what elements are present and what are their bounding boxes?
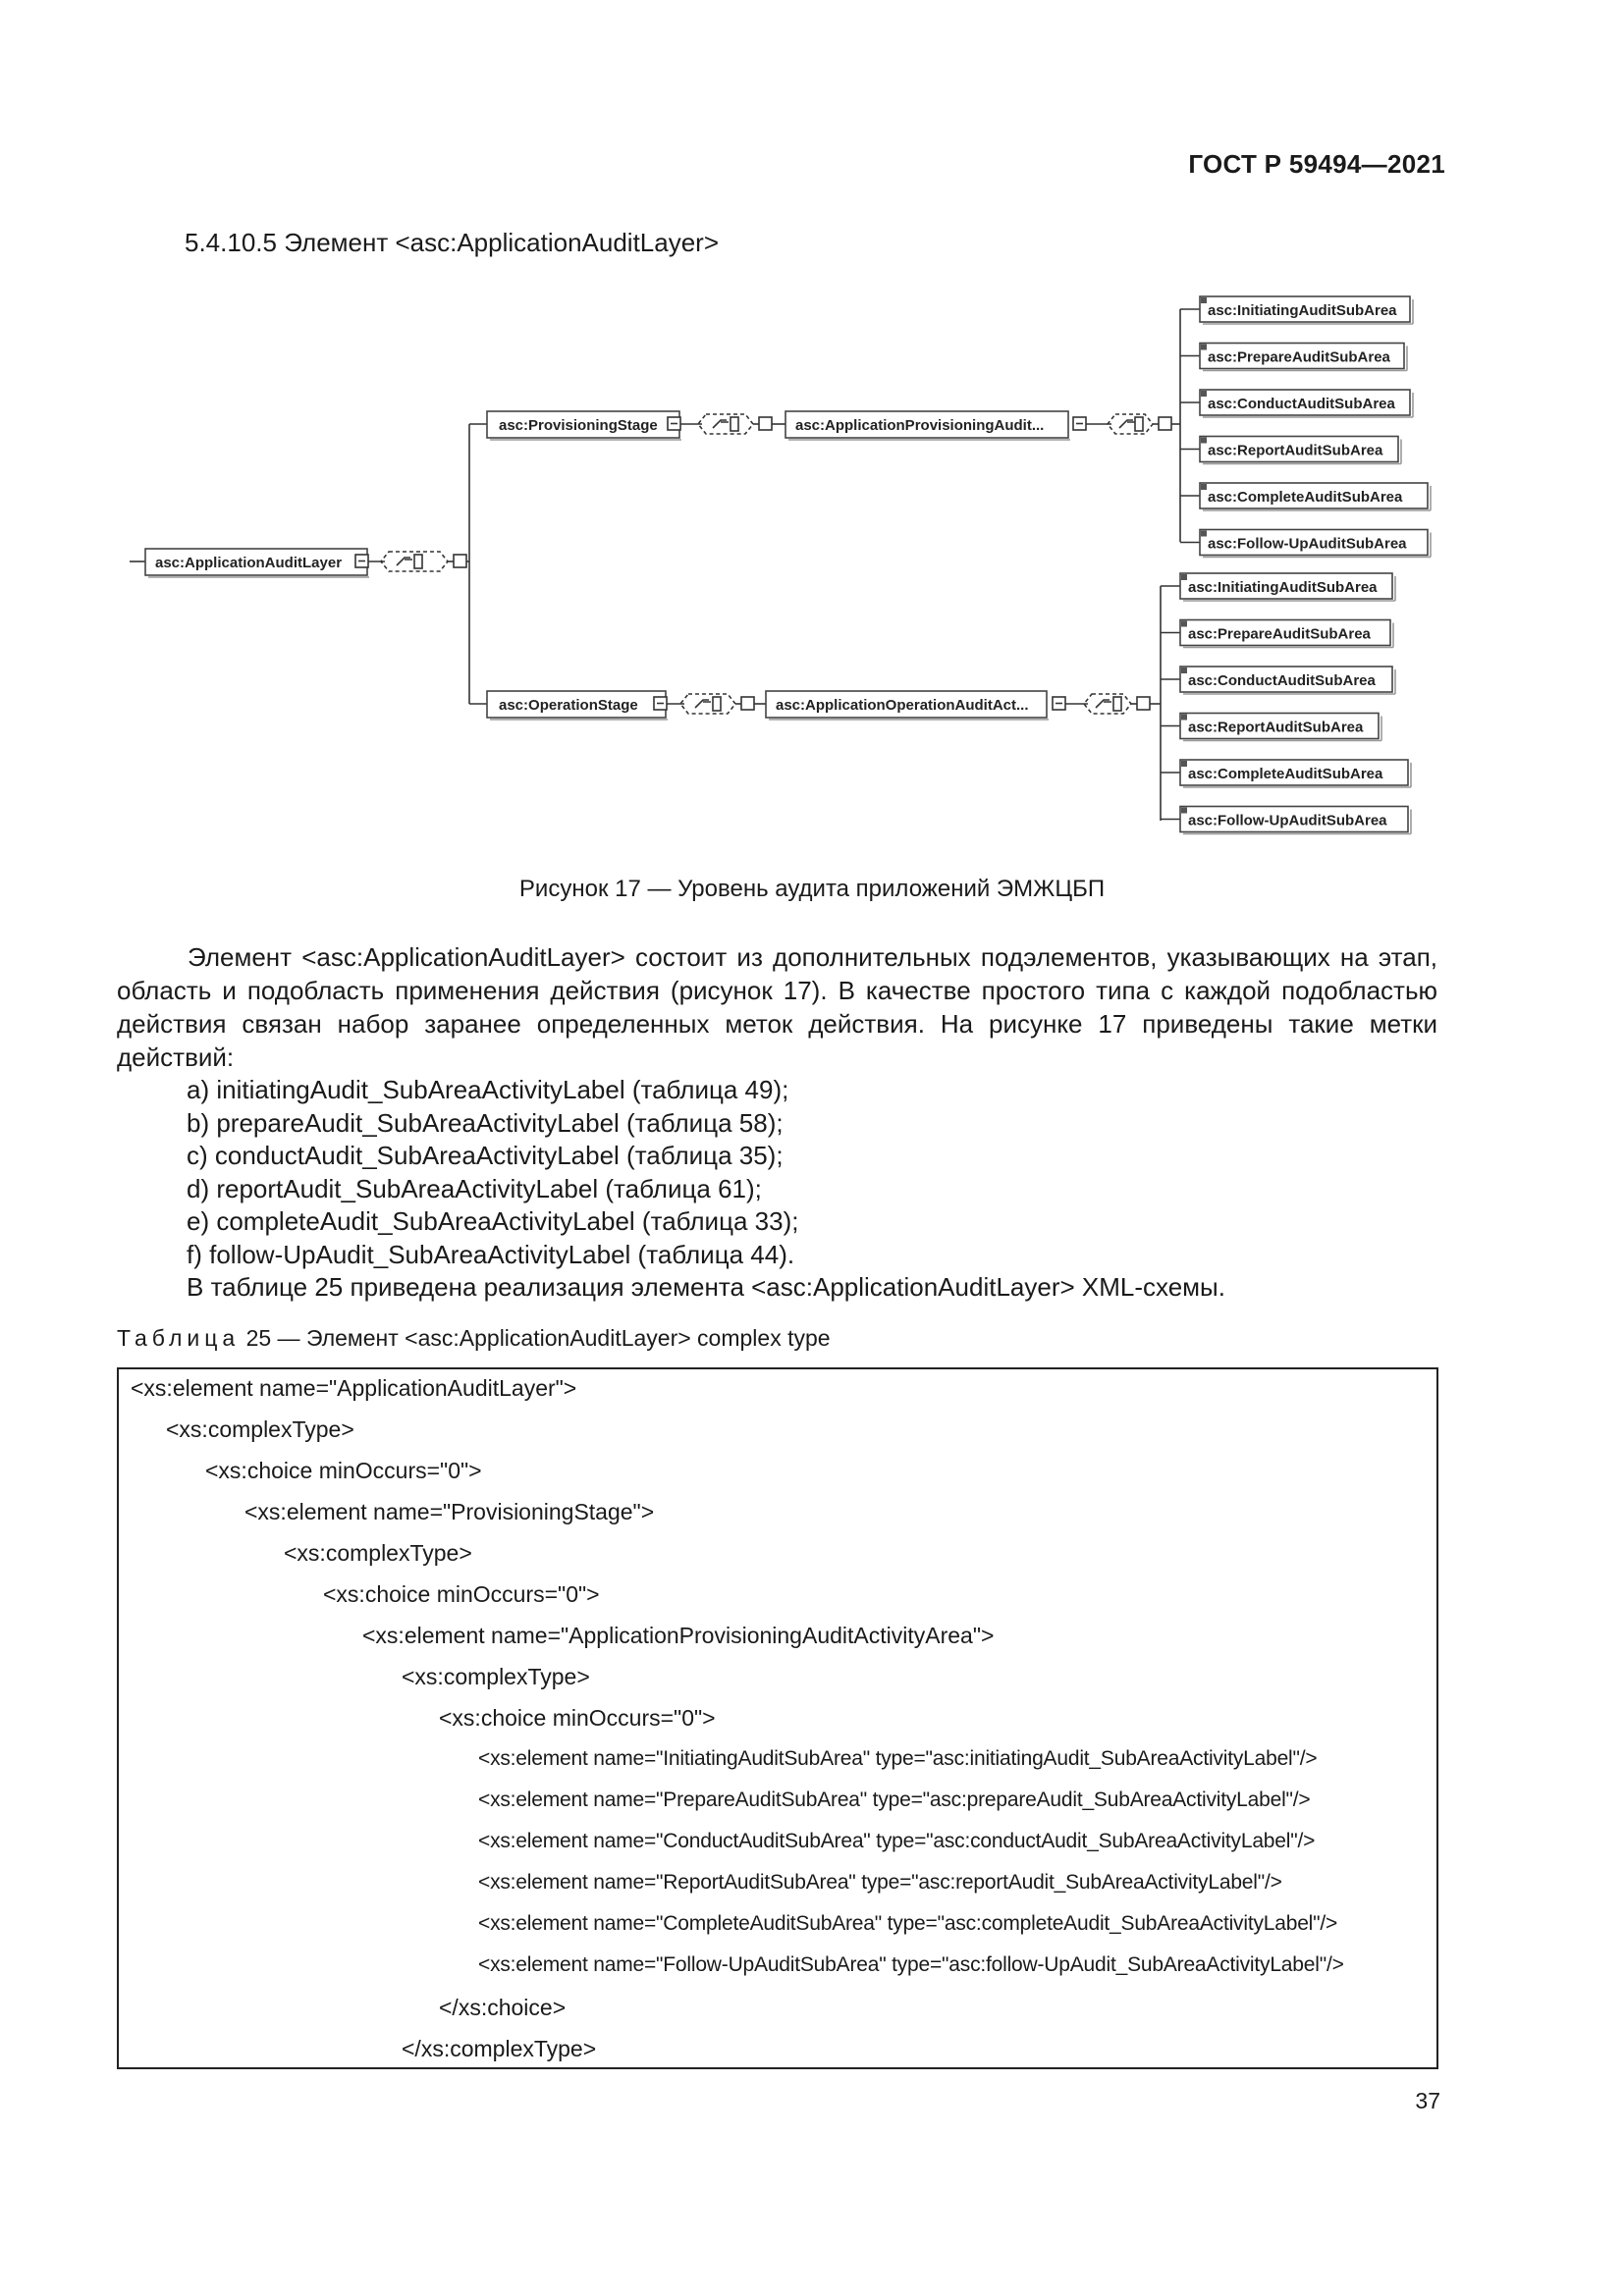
table-caption <box>117 1325 831 1352</box>
code-line: </xs:complexType> <box>402 2036 597 2061</box>
code-line: <xs:choice minOccurs="0"> <box>439 1705 716 1731</box>
sub-area-label: asc:CompleteAuditSubArea <box>1188 766 1383 782</box>
code-line: <xs:choice minOccurs="0"> <box>323 1581 600 1607</box>
sub-area-label: asc:ConductAuditSubArea <box>1188 672 1376 689</box>
list-item: e) completeAudit_SubAreaActivityLabel (таблица 33); <box>187 1206 799 1236</box>
sub-area-label: asc:Follow-UpAuditSubArea <box>1188 812 1387 829</box>
code-line: <xs:complexType> <box>284 1540 472 1566</box>
element-marker-icon <box>1201 531 1207 537</box>
code-line: <xs:complexType> <box>402 1664 590 1689</box>
code-line: <xs:element name="ConductAuditSubArea" type="asc:conductAudit_SubAreaActivityLabel"/> <box>478 1830 1316 1852</box>
element-marker-icon <box>1201 391 1207 397</box>
sub-area-label: asc:ConductAuditSubArea <box>1208 396 1395 412</box>
label-list <box>187 1074 1225 1305</box>
code-line: <xs:element name="Follow-UpAuditSubArea" type="asc:follow-UpAudit_SubAreaActivityLabel"/> <box>478 1953 1344 1976</box>
sub-area-label: asc:Follow-UpAuditSubArea <box>1208 535 1407 553</box>
list-item: f) follow-UpAudit_SubAreaActivityLabel (таблица 44). <box>187 1239 795 1269</box>
code-line: <xs:element name="ProvisioningStage"> <box>244 1499 655 1524</box>
section-title: 5.4.10.5 Элемент <asc:ApplicationAuditLayer> <box>185 228 720 257</box>
provisioning-stage-label: asc:ProvisioningStage <box>499 417 658 434</box>
sub-area-label: asc:CompleteAuditSubArea <box>1208 489 1403 506</box>
element-marker-icon <box>1181 808 1187 814</box>
code-line: <xs:complexType> <box>166 1416 354 1442</box>
element-marker-icon <box>1181 621 1187 627</box>
table-caption-label: Таблица <box>117 1325 241 1351</box>
figure-caption: Рисунок 17 — Уровень аудита приложений ЭМЖЦБП <box>518 876 1106 902</box>
element-marker-icon <box>1181 715 1187 721</box>
list-item: b) prepareAudit_SubAreaActivityLabel (таблица 58); <box>187 1107 784 1138</box>
code-line: </xs:choice> <box>439 1995 567 2020</box>
element-marker-icon <box>1201 484 1207 490</box>
provisioning-area-label: asc:ApplicationProvisioningAudit... <box>795 417 1045 434</box>
code-table <box>117 1367 1438 2069</box>
code-line: <xs:element name="PrepareAuditSubArea" type="asc:prepareAudit_SubAreaActivityLabel"/> <box>478 1789 1311 1811</box>
page-number: 37 <box>1415 2088 1440 2113</box>
element-marker-icon <box>1201 345 1207 350</box>
element-marker-icon <box>1181 574 1187 580</box>
sub-area-label: asc:PrepareAuditSubArea <box>1188 625 1371 643</box>
element-marker-icon <box>1201 438 1207 444</box>
list-item: a) initiatingAudit_SubAreaActivityLabel (таблица 49); <box>187 1075 789 1104</box>
list-item: c) conductAudit_SubAreaActivityLabel (таблица 35); <box>187 1141 784 1170</box>
code-line: <xs:element name="CompleteAuditSubArea" type="asc:completeAudit_SubAreaActivityLabel"/> <box>478 1912 1338 1935</box>
list-item: В таблице 25 приведена реализация элемента <asc:ApplicationAuditLayer> XML-схемы. <box>187 1272 1225 1302</box>
sub-area-label: asc:PrepareAuditSubArea <box>1208 348 1390 366</box>
sub-area-label: asc:InitiatingAuditSubArea <box>1188 579 1378 596</box>
code-line: <xs:element name="ReportAuditSubArea" type="asc:reportAudit_SubAreaActivityLabel"/> <box>478 1871 1282 1894</box>
element-marker-icon <box>1181 667 1187 673</box>
sub-area-label: asc:ReportAuditSubArea <box>1208 442 1383 459</box>
element-marker-icon <box>1201 297 1207 303</box>
sub-area-label: asc:InitiatingAuditSubArea <box>1208 302 1397 319</box>
document-header: ГОСТ Р 59494—2021 <box>1188 149 1445 179</box>
code-line: <xs:choice minOccurs="0"> <box>205 1458 482 1483</box>
sub-area-label: asc:ReportAuditSubArea <box>1188 719 1364 736</box>
code-line: <xs:element name="ApplicationProvisioningAuditActivityArea"> <box>362 1623 995 1648</box>
code-line: <xs:element name="ApplicationAuditLayer"> <box>131 1375 577 1401</box>
code-line: <xs:element name="InitiatingAuditSubArea" type="asc:initiatingAudit_SubAreaActivityLabel"/> <box>478 1747 1318 1770</box>
operation-area-label: asc:ApplicationOperationAuditAct... <box>776 697 1029 714</box>
element-marker-icon <box>1181 761 1187 767</box>
paragraph: Элемент <asc:ApplicationAuditLayer> состоит из дополнительных подэлементов, указывающих на этап, область и подобласть применения действия (рисунок 17). В качестве простого типа с каждой подобластью действия связан набор заранее определенных меток действия. На рисунке 17 приведены такие метки действий: <box>117 942 1437 1072</box>
table-caption-text: 25 — Элемент <asc:ApplicationAuditLayer> complex type <box>240 1325 831 1351</box>
root-node-label: asc:ApplicationAuditLayer <box>155 555 343 571</box>
list-item: d) reportAudit_SubAreaActivityLabel (таблица 61); <box>187 1173 762 1203</box>
operation-stage-label: asc:OperationStage <box>499 697 638 714</box>
schema-diagram <box>0 0 1624 864</box>
